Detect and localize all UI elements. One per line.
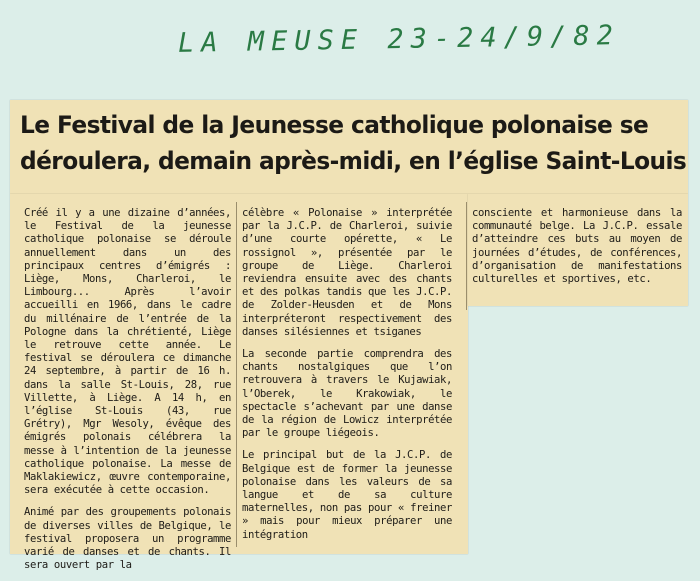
paragraph: La seconde partie comprendra des chants nostalgiques que l’on retrouvera à travers le Kujawiak, l’Oberek, le Krakowiak, le spectacle s’achevant par une danse de la région de Lowicz interprétée par le groupe liégeois. xyxy=(242,348,452,440)
article-headline xyxy=(20,107,687,179)
paragraph: célèbre « Polonaise » interprétée par la J.C.P. de Charleroi, suivie d’une courte opérette, « Le rossignol », présentée par le groupe de Liège. Charleroi reviendra ensuite avec des chants et des polkas tandis que les J.C.P. de Zolder-Heusden et de Mons interpréteront respectivement des danses silésiennes et tsiganes xyxy=(242,207,452,338)
paragraph: Le principal but de la J.C.P. de Belgique est de former la jeunesse polonaise dans les valeurs de sa langue et de sa culture maternelles, non pas pour « freiner » mais pour mieux préparer une intégration xyxy=(242,449,452,541)
column-divider xyxy=(236,202,237,547)
paragraph: Créé il y a une dizaine d’années, le Festival de la jeunesse catholique polonaise se déroule annuellement dans un des principaux centres d’émigrés : Liège, Mons, Charleroi, le Limbourg... Après l’avoir accueilli en 1966, dans le cadre du millénaire de l’entrée de la Pologne dans la chrétienté, Liège le retrouve cette année. Le festival se déroulera ce dimanche 24 septembre, à partir de 16 h. dans la salle St-Louis, 28, rue Villette, à Liège. A 14 h, en l’église St-Louis (43, rue Grétry), Mgr Wesoly, évêque des émigrés polonais célébrera la messe à l’intention de la jeunesse catholique polonaise. La messe de Maklakiewicz, œuvre contemporaine, sera exécutée à cette occasion. xyxy=(24,207,231,497)
handwritten-source-note: LA MEUSE 23-24/9/82 xyxy=(177,20,621,59)
column-divider xyxy=(466,202,467,310)
paragraph: Animé par des groupements polonais de diverses villes de Belgique, le festival proposera un programme varié de danses et de chants. Il sera ouvert par la xyxy=(24,506,231,572)
article-column-3 xyxy=(472,207,682,295)
article-column-2 xyxy=(242,207,452,551)
article-column-1 xyxy=(24,207,231,581)
paragraph: consciente et harmonieuse dans la communauté belge. La J.C.P. essale d’atteindre ces buts au moyen de journées d’études, de conférences, d’organisation de manifestations culturelles et sportives, etc. xyxy=(472,207,682,286)
headline-line-1: Le Festival de la Jeunesse catholique polonaise se xyxy=(20,111,649,139)
headline-line-2: déroulera, demain après-midi, en l’église Saint-Louis xyxy=(20,147,687,175)
